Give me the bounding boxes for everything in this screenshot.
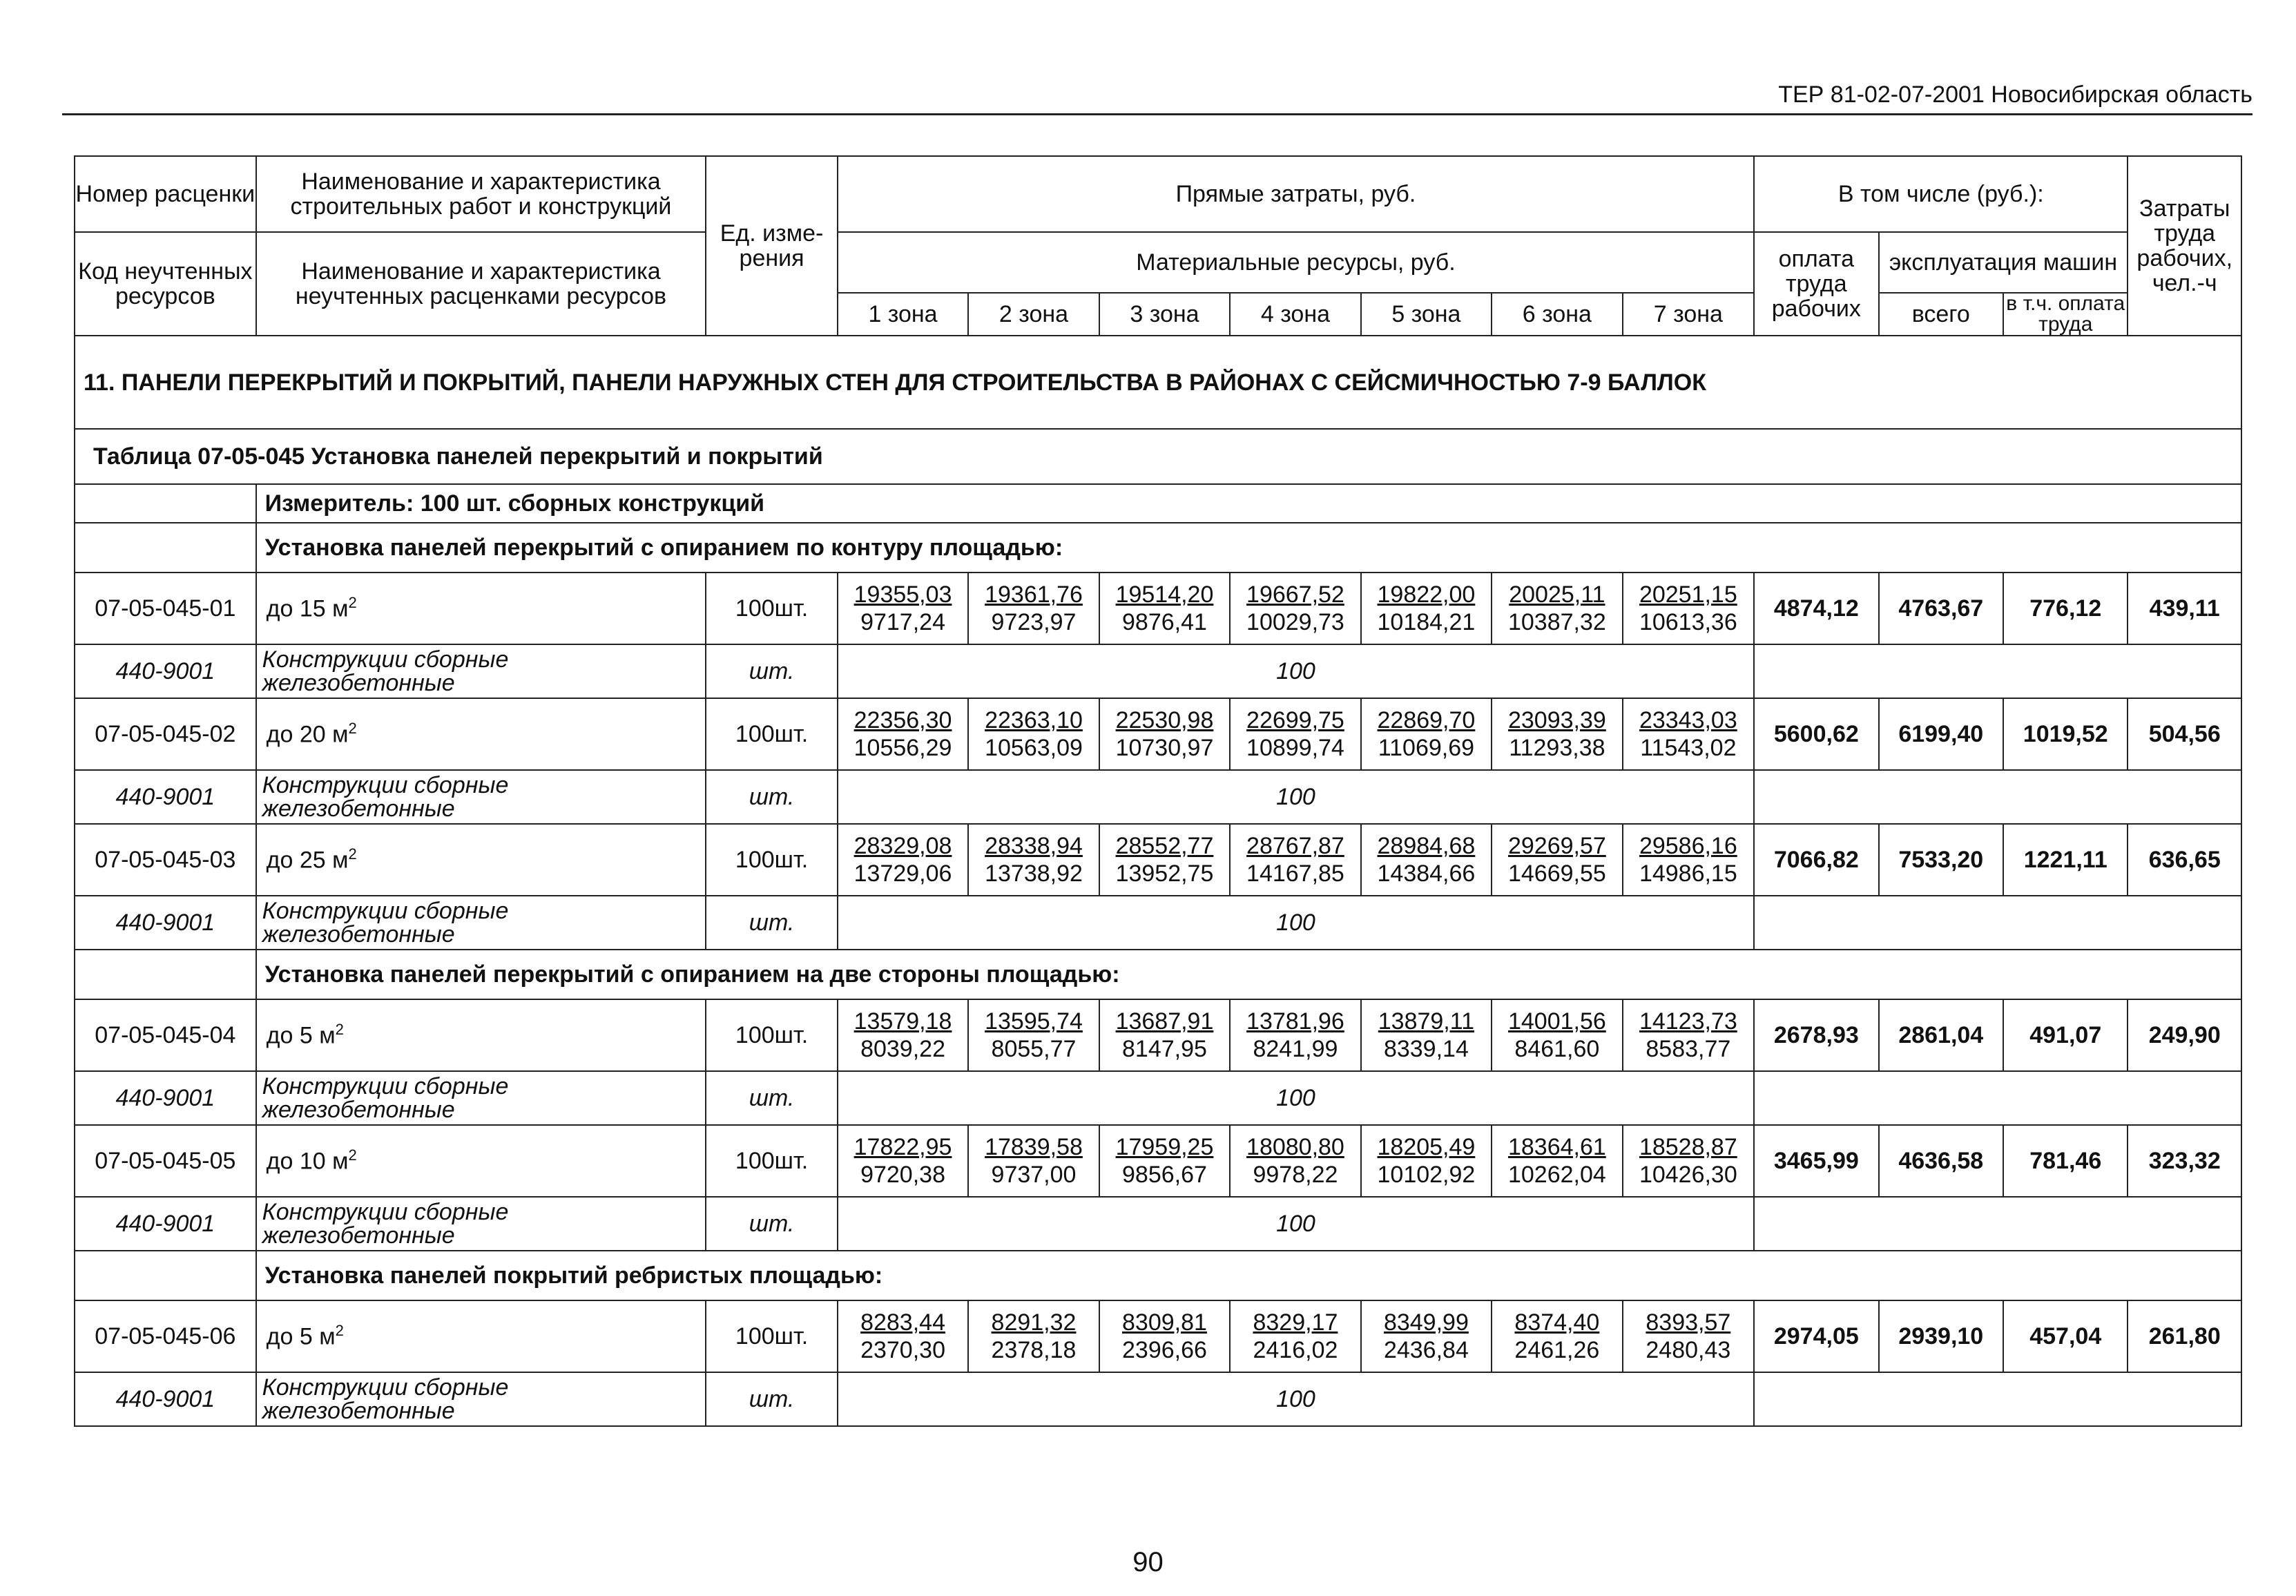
material-cost: 10730,97 bbox=[1115, 735, 1214, 761]
rate-name-sup: 2 bbox=[348, 720, 357, 738]
machines-total: 7533,20 bbox=[1879, 824, 2003, 896]
zone-cost-3 bbox=[1099, 1125, 1230, 1197]
zone-cost-2 bbox=[968, 999, 1099, 1071]
material-value: 100 bbox=[838, 644, 1754, 698]
rate-name-text: до 5 м bbox=[266, 1323, 336, 1350]
empty-cell bbox=[1754, 770, 2241, 824]
zone-cost-3 bbox=[1099, 698, 1230, 770]
zone-cost-5 bbox=[1361, 1125, 1492, 1197]
table-row bbox=[75, 1300, 2241, 1372]
material-row bbox=[75, 770, 2241, 824]
material-cost: 2396,66 bbox=[1122, 1337, 1207, 1363]
rate-name bbox=[256, 1125, 706, 1197]
direct-cost: 17839,58 bbox=[985, 1134, 1083, 1160]
machines-total: 4763,67 bbox=[1879, 573, 2003, 644]
direct-cost: 18364,61 bbox=[1507, 1134, 1606, 1160]
material-cost: 8147,95 bbox=[1122, 1036, 1207, 1062]
material-cost: 9737,00 bbox=[991, 1162, 1077, 1188]
rate-name bbox=[256, 1300, 706, 1372]
material-cost: 9856,67 bbox=[1122, 1162, 1207, 1188]
zone-cost-1 bbox=[838, 999, 968, 1071]
rate-unit: 100шт. bbox=[706, 1300, 837, 1372]
direct-cost: 28984,68 bbox=[1377, 833, 1476, 859]
machines-labor: 1221,11 bbox=[2003, 824, 2128, 896]
labor-pay: 7066,82 bbox=[1754, 824, 1878, 896]
empty-cell bbox=[75, 523, 256, 573]
material-cost: 11293,38 bbox=[1509, 735, 1605, 761]
zone-cost-2 bbox=[968, 1300, 1099, 1372]
zone-cost-2 bbox=[968, 698, 1099, 770]
material-code: 440-9001 bbox=[75, 1071, 256, 1125]
direct-cost: 14123,73 bbox=[1639, 1008, 1737, 1035]
direct-cost: 28767,87 bbox=[1246, 833, 1344, 859]
empty-cell bbox=[1754, 1372, 2241, 1426]
empty-cell bbox=[1754, 1071, 2241, 1125]
zone-cost-4 bbox=[1230, 1125, 1360, 1197]
zone-header-7: 7 зона bbox=[1623, 293, 1754, 336]
material-cost: 8583,77 bbox=[1646, 1036, 1731, 1062]
rate-name-text: до 25 м bbox=[266, 847, 349, 874]
direct-cost: 18080,80 bbox=[1246, 1134, 1344, 1160]
rate-name-sup: 2 bbox=[348, 594, 357, 612]
material-value: 100 bbox=[838, 1372, 1754, 1426]
direct-cost: 8393,57 bbox=[1646, 1309, 1731, 1336]
zone-cost-7 bbox=[1623, 824, 1754, 896]
table-row bbox=[75, 573, 2241, 644]
header-title: ТЕР 81-02-07-2001 Новосибирская область bbox=[1778, 81, 2252, 108]
direct-cost: 8329,17 bbox=[1253, 1309, 1338, 1336]
direct-cost: 22356,30 bbox=[853, 707, 952, 733]
material-value: 100 bbox=[838, 770, 1754, 824]
machines-labor: 491,07 bbox=[2003, 999, 2128, 1071]
material-row bbox=[75, 896, 2241, 950]
material-cost: 2416,02 bbox=[1253, 1337, 1338, 1363]
zone-cost-5 bbox=[1361, 999, 1492, 1071]
zone-cost-6 bbox=[1492, 698, 1622, 770]
direct-cost: 19667,52 bbox=[1246, 581, 1344, 608]
labor-hours: 636,65 bbox=[2128, 824, 2241, 896]
direct-cost: 13687,91 bbox=[1115, 1008, 1214, 1035]
direct-cost: 19514,20 bbox=[1115, 581, 1214, 608]
rate-unit: 100шт. bbox=[706, 999, 837, 1071]
col-machines-header: эксплуатация машин bbox=[1879, 232, 2128, 293]
direct-cost: 29269,57 bbox=[1507, 833, 1606, 859]
zone-cost-3 bbox=[1099, 1300, 1230, 1372]
direct-cost: 8309,81 bbox=[1122, 1309, 1207, 1336]
rate-unit: 100шт. bbox=[706, 1125, 837, 1197]
zone-header-6: 6 зона bbox=[1492, 293, 1622, 336]
labor-hours: 249,90 bbox=[2128, 999, 2241, 1071]
material-cost: 14167,85 bbox=[1246, 861, 1344, 887]
zone-cost-1 bbox=[838, 1300, 968, 1372]
direct-cost: 13595,74 bbox=[985, 1008, 1083, 1035]
direct-cost: 8374,40 bbox=[1514, 1309, 1600, 1336]
zone-cost-6 bbox=[1492, 1300, 1622, 1372]
zone-cost-1 bbox=[838, 573, 968, 644]
zone-header-5: 5 зона bbox=[1361, 293, 1492, 336]
zone-cost-1 bbox=[838, 824, 968, 896]
zone-cost-5 bbox=[1361, 573, 1492, 644]
direct-cost: 22530,98 bbox=[1115, 707, 1214, 733]
material-cost: 9720,38 bbox=[860, 1162, 945, 1188]
zone-cost-4 bbox=[1230, 824, 1360, 896]
material-cost: 10563,09 bbox=[985, 735, 1083, 761]
material-code: 440-9001 bbox=[75, 1372, 256, 1426]
direct-cost: 22363,10 bbox=[985, 707, 1083, 733]
material-name: Конструкции сборные железобетонные bbox=[256, 1197, 706, 1251]
direct-cost: 13579,18 bbox=[853, 1008, 952, 1035]
material-value: 100 bbox=[838, 1071, 1754, 1125]
material-cost: 8241,99 bbox=[1253, 1036, 1338, 1062]
labor-hours: 504,56 bbox=[2128, 698, 2241, 770]
direct-cost: 23093,39 bbox=[1507, 707, 1606, 733]
labor-pay: 4874,12 bbox=[1754, 573, 1878, 644]
table-title: Таблица 07-05-045 Установка панелей перекрытий и покрытий bbox=[75, 429, 2241, 484]
rate-unit: 100шт. bbox=[706, 698, 837, 770]
material-cost: 2480,43 bbox=[1646, 1337, 1731, 1363]
zone-cost-3 bbox=[1099, 573, 1230, 644]
rate-code: 07-05-045-05 bbox=[75, 1125, 256, 1197]
material-name: Конструкции сборные железобетонные bbox=[256, 1372, 706, 1426]
material-cost: 14986,15 bbox=[1639, 861, 1737, 887]
direct-cost: 13781,96 bbox=[1246, 1008, 1344, 1035]
direct-cost: 8291,32 bbox=[991, 1309, 1077, 1336]
col-machines-labor-header: в т.ч. оплата труда bbox=[2003, 293, 2128, 336]
direct-cost: 13879,11 bbox=[1378, 1008, 1475, 1035]
material-value: 100 bbox=[838, 1197, 1754, 1251]
col-direct-header: Прямые затраты, руб. bbox=[838, 156, 1754, 232]
material-row bbox=[75, 1372, 2241, 1426]
material-cost: 9978,22 bbox=[1253, 1162, 1338, 1188]
direct-cost: 19361,76 bbox=[985, 581, 1083, 608]
machines-total: 2939,10 bbox=[1879, 1300, 2003, 1372]
zone-cost-3 bbox=[1099, 824, 1230, 896]
table-row bbox=[75, 824, 2241, 896]
direct-cost: 22699,75 bbox=[1246, 707, 1344, 733]
labor-pay: 2678,93 bbox=[1754, 999, 1878, 1071]
zone-cost-6 bbox=[1492, 999, 1622, 1071]
zone-cost-6 bbox=[1492, 824, 1622, 896]
zone-cost-7 bbox=[1623, 573, 1754, 644]
zone-header-1: 1 зона bbox=[838, 293, 968, 336]
col-machines-total-header: всего bbox=[1879, 293, 2003, 336]
zone-cost-4 bbox=[1230, 1300, 1360, 1372]
rate-name-sup: 2 bbox=[335, 1021, 344, 1039]
direct-cost: 29586,16 bbox=[1639, 833, 1737, 859]
material-cost: 13738,92 bbox=[985, 861, 1083, 887]
labor-hours: 261,80 bbox=[2128, 1300, 2241, 1372]
material-unit: шт. bbox=[706, 644, 837, 698]
direct-cost: 18205,49 bbox=[1377, 1134, 1476, 1160]
rate-name-sup: 2 bbox=[348, 1146, 357, 1164]
rate-name bbox=[256, 573, 706, 644]
rate-name-text: до 5 м bbox=[266, 1022, 336, 1049]
machines-total: 4636,58 bbox=[1879, 1125, 2003, 1197]
col-code-header: Номер расценки bbox=[75, 156, 256, 232]
table-row bbox=[75, 999, 2241, 1071]
zone-cost-7 bbox=[1623, 698, 1754, 770]
material-unit: шт. bbox=[706, 770, 837, 824]
material-cost: 11543,02 bbox=[1640, 735, 1737, 761]
labor-hours: 439,11 bbox=[2128, 573, 2241, 644]
direct-cost: 17822,95 bbox=[853, 1134, 952, 1160]
direct-cost: 17959,25 bbox=[1115, 1134, 1214, 1160]
zone-cost-4 bbox=[1230, 698, 1360, 770]
zone-cost-7 bbox=[1623, 1125, 1754, 1197]
machines-labor: 457,04 bbox=[2003, 1300, 2128, 1372]
material-cost: 10899,74 bbox=[1246, 735, 1344, 761]
meter-label: Измеритель: 100 шт. сборных конструкций bbox=[256, 484, 2241, 523]
zone-cost-7 bbox=[1623, 999, 1754, 1071]
material-cost: 8339,14 bbox=[1383, 1036, 1469, 1062]
direct-cost: 23343,03 bbox=[1639, 707, 1737, 733]
rate-code: 07-05-045-03 bbox=[75, 824, 256, 896]
zone-cost-5 bbox=[1361, 698, 1492, 770]
zone-cost-5 bbox=[1361, 1300, 1492, 1372]
zone-cost-2 bbox=[968, 573, 1099, 644]
group-row bbox=[75, 950, 2241, 999]
material-cost: 10262,04 bbox=[1507, 1162, 1606, 1188]
col-laborcost-header: Затраты труда рабочих, чел.-ч bbox=[2128, 156, 2241, 336]
direct-cost: 8349,99 bbox=[1383, 1309, 1469, 1336]
table-row bbox=[75, 698, 2241, 770]
empty-cell bbox=[75, 1251, 256, 1300]
material-unit: шт. bbox=[706, 1197, 837, 1251]
rate-name-text: до 15 м bbox=[266, 595, 349, 622]
material-row bbox=[75, 1071, 2241, 1125]
material-name: Конструкции сборные железобетонные bbox=[256, 770, 706, 824]
material-cost: 2378,18 bbox=[991, 1337, 1077, 1363]
zone-cost-1 bbox=[838, 698, 968, 770]
price-table bbox=[74, 155, 2242, 1427]
material-name: Конструкции сборные железобетонные bbox=[256, 644, 706, 698]
material-unit: шт. bbox=[706, 896, 837, 950]
direct-cost: 8283,44 bbox=[860, 1309, 945, 1336]
material-cost: 2436,84 bbox=[1383, 1337, 1469, 1363]
zone-cost-1 bbox=[838, 1125, 968, 1197]
direct-cost: 22869,70 bbox=[1377, 707, 1476, 733]
zone-cost-4 bbox=[1230, 999, 1360, 1071]
material-cost: 2461,26 bbox=[1514, 1337, 1600, 1363]
direct-cost: 19355,03 bbox=[853, 581, 952, 608]
labor-pay: 2974,05 bbox=[1754, 1300, 1878, 1372]
direct-cost: 28329,08 bbox=[853, 833, 952, 859]
col-name-header: Наименование и характеристика строительных работ и конструкций bbox=[256, 156, 706, 232]
col-including-header: В том числе (руб.): bbox=[1754, 156, 2128, 232]
empty-cell bbox=[1754, 1197, 2241, 1251]
machines-total: 6199,40 bbox=[1879, 698, 2003, 770]
direct-cost: 28552,77 bbox=[1115, 833, 1214, 859]
zone-header-4: 4 зона bbox=[1230, 293, 1360, 336]
rate-name-text: до 10 м bbox=[266, 1148, 349, 1175]
rate-code: 07-05-045-01 bbox=[75, 573, 256, 644]
machines-total: 2861,04 bbox=[1879, 999, 2003, 1071]
direct-cost: 14001,56 bbox=[1507, 1008, 1606, 1035]
labor-hours: 323,32 bbox=[2128, 1125, 2241, 1197]
zone-cost-2 bbox=[968, 1125, 1099, 1197]
zone-header-3: 3 зона bbox=[1099, 293, 1230, 336]
material-cost: 10426,30 bbox=[1639, 1162, 1737, 1188]
material-cost: 10029,73 bbox=[1246, 609, 1344, 635]
direct-cost: 19822,00 bbox=[1377, 581, 1476, 608]
group-row bbox=[75, 1251, 2241, 1300]
col-laborpay-header: оплата труда рабочих bbox=[1754, 232, 1878, 336]
material-code: 440-9001 bbox=[75, 896, 256, 950]
material-cost: 8055,77 bbox=[991, 1036, 1077, 1062]
rate-name bbox=[256, 999, 706, 1071]
material-cost: 10387,32 bbox=[1507, 609, 1606, 635]
section-title: 11. ПАНЕЛИ ПЕРЕКРЫТИЙ И ПОКРЫТИЙ, ПАНЕЛИ НАРУЖНЫХ СТЕН ДЛЯ СТРОИТЕЛЬСТВА В РАЙОНАХ С СЕЙСМИЧНОСТЬЮ 7-9 БАЛЛОК bbox=[75, 336, 2241, 429]
material-code: 440-9001 bbox=[75, 770, 256, 824]
zone-cost-2 bbox=[968, 824, 1099, 896]
rate-name-sup: 2 bbox=[335, 1322, 344, 1340]
machines-labor: 1019,52 bbox=[2003, 698, 2128, 770]
material-cost: 13729,06 bbox=[853, 861, 952, 887]
rate-unit: 100шт. bbox=[706, 824, 837, 896]
page-number: 90 bbox=[1132, 1547, 1164, 1577]
zone-cost-4 bbox=[1230, 573, 1360, 644]
material-code: 440-9001 bbox=[75, 644, 256, 698]
table-row bbox=[75, 1125, 2241, 1197]
page-header bbox=[62, 80, 2252, 115]
rate-name-text: до 20 м bbox=[266, 721, 349, 748]
material-cost: 8039,22 bbox=[860, 1036, 945, 1062]
group-row bbox=[75, 523, 2241, 573]
material-cost: 10184,21 bbox=[1377, 609, 1476, 635]
direct-cost: 28338,94 bbox=[985, 833, 1083, 859]
material-name: Конструкции сборные железобетонные bbox=[256, 1071, 706, 1125]
rate-code: 07-05-045-04 bbox=[75, 999, 256, 1071]
labor-pay: 5600,62 bbox=[1754, 698, 1878, 770]
empty-cell bbox=[75, 484, 256, 523]
group-title: Установка панелей перекрытий с опиранием по контуру площадью: bbox=[256, 523, 2241, 573]
material-cost: 11069,69 bbox=[1378, 735, 1475, 761]
group-title: Установка панелей покрытий ребристых площадью: bbox=[256, 1251, 2241, 1300]
rate-name bbox=[256, 698, 706, 770]
empty-cell bbox=[1754, 644, 2241, 698]
zone-cost-5 bbox=[1361, 824, 1492, 896]
direct-cost: 20025,11 bbox=[1509, 581, 1605, 608]
rate-name bbox=[256, 824, 706, 896]
material-cost: 14669,55 bbox=[1507, 861, 1606, 887]
machines-labor: 776,12 bbox=[2003, 573, 2128, 644]
zone-cost-3 bbox=[1099, 999, 1230, 1071]
material-row bbox=[75, 1197, 2241, 1251]
direct-cost: 18528,87 bbox=[1639, 1134, 1737, 1160]
machines-labor: 781,46 bbox=[2003, 1125, 2128, 1197]
material-cost: 9723,97 bbox=[991, 609, 1077, 635]
material-cost: 14384,66 bbox=[1377, 861, 1476, 887]
direct-cost: 20251,15 bbox=[1639, 581, 1737, 608]
material-unit: шт. bbox=[706, 1071, 837, 1125]
zone-cost-6 bbox=[1492, 1125, 1622, 1197]
rate-unit: 100шт. bbox=[706, 573, 837, 644]
material-cost: 2370,30 bbox=[860, 1337, 945, 1363]
col-code2-header: Код неучтенных ресурсов bbox=[75, 232, 256, 336]
col-unit-header: Ед. изме- рения bbox=[706, 156, 837, 336]
material-cost: 9717,24 bbox=[860, 609, 945, 635]
col-name2-header: Наименование и характеристика неучтенных расценками ресурсов bbox=[256, 232, 706, 336]
material-cost: 13952,75 bbox=[1115, 861, 1214, 887]
material-cost: 9876,41 bbox=[1122, 609, 1207, 635]
labor-pay: 3465,99 bbox=[1754, 1125, 1878, 1197]
material-value: 100 bbox=[838, 896, 1754, 950]
zone-cost-7 bbox=[1623, 1300, 1754, 1372]
material-code: 440-9001 bbox=[75, 1197, 256, 1251]
material-cost: 10102,92 bbox=[1377, 1162, 1476, 1188]
material-row bbox=[75, 644, 2241, 698]
material-cost: 8461,60 bbox=[1514, 1036, 1600, 1062]
rate-code: 07-05-045-02 bbox=[75, 698, 256, 770]
material-cost: 10556,29 bbox=[853, 735, 952, 761]
material-cost: 10613,36 bbox=[1639, 609, 1737, 635]
material-name: Конструкции сборные железобетонные bbox=[256, 896, 706, 950]
empty-cell bbox=[75, 950, 256, 999]
zone-cost-6 bbox=[1492, 573, 1622, 644]
zone-header-2: 2 зона bbox=[968, 293, 1099, 336]
rate-name-sup: 2 bbox=[348, 845, 357, 863]
empty-cell bbox=[1754, 896, 2241, 950]
rate-code: 07-05-045-06 bbox=[75, 1300, 256, 1372]
col-material-header: Материальные ресурсы, руб. bbox=[838, 232, 1754, 293]
material-unit: шт. bbox=[706, 1372, 837, 1426]
group-title: Установка панелей перекрытий с опиранием на две стороны площадью: bbox=[256, 950, 2241, 999]
